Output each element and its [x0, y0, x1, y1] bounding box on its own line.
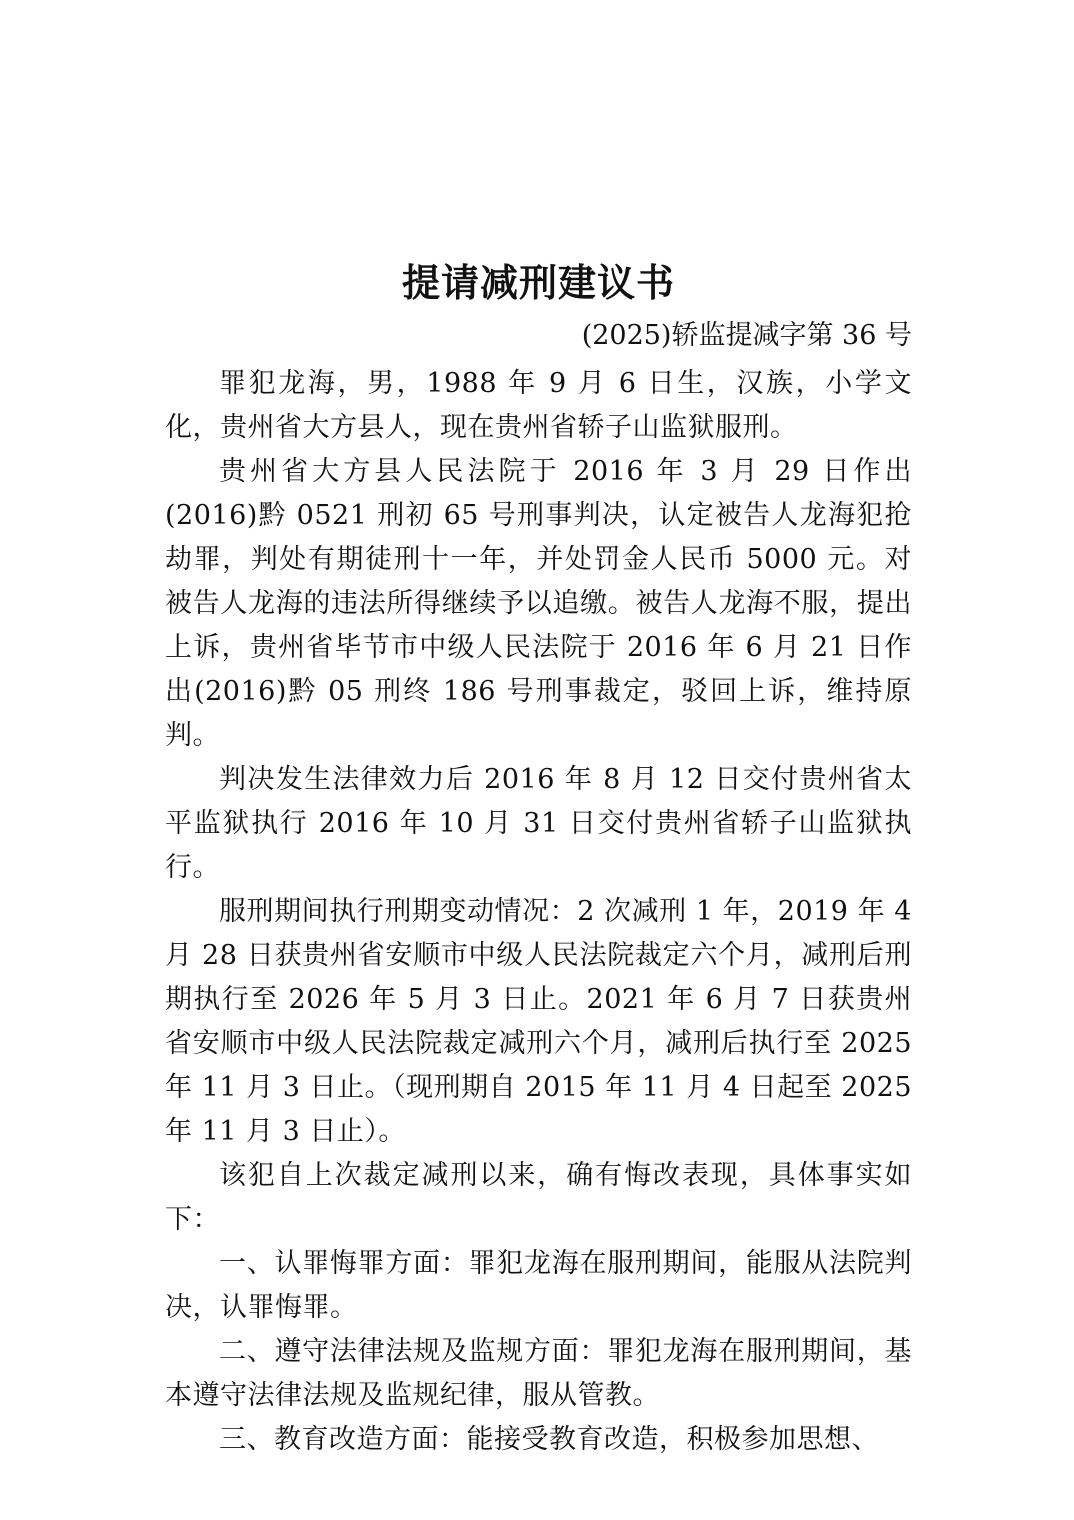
paragraph-compliance: 二、遵守法律法规及监规方面：罪犯龙海在服刑期间，基本遵守法律法规及监规纪律，服从管教。	[165, 1336, 912, 1411]
paragraph-sentence-changes: 服刑期间执行刑期变动情况：2 次减刑 1 年，2019 年 4 月 28 日获贵州省安顺市中级人民法院裁定六个月，减刑后刑期执行至 2026 年 5 月 3 日止。2021 年 6 月 7 日获贵州省安顺市中级人民法院裁定减刑六个月，减刑后执行至 2025 年 11 月 3 日止。（现刑期自 2015 年 11 月 4 日起至 2025 年 11 月 3 日止）。	[165, 896, 912, 1147]
document-page	[165, 256, 912, 1462]
paragraph-admission-of-guilt: 一、认罪悔罪方面：罪犯龙海在服刑期间，能服从法院判决，认罪悔罪。	[165, 1248, 912, 1323]
paragraph-judgment: 贵州省大方县人民法院于 2016 年 3 月 29 日作出(2016)黔 0521 刑初 65 号刑事判决，认定被告人龙海犯抢劫罪，判处有期徒刑十一年，并处罚金人民币 5000 元。对被告人龙海的违法所得继续予以追缴。被告人龙海不服，提出上诉，贵州省毕节市中级人民法院于 2016 年 6 月 21 日作出(2016)黔 05 刑终 186 号刑事裁定，驳回上诉，维持原判。	[165, 456, 912, 751]
paragraph-repentance-intro: 该犯自上次裁定减刑以来，确有悔改表现，具体事实如下：	[165, 1160, 912, 1235]
paragraph-offender-info: 罪犯龙海，男，1988 年 9 月 6 日生，汉族，小学文化，贵州省大方县人，现在贵州省轿子山监狱服刑。	[165, 368, 912, 443]
paragraph-education: 三、教育改造方面：能接受教育改造，积极参加思想、	[219, 1424, 879, 1455]
document-number: (2025)轿监提减字第 36 号	[581, 320, 912, 351]
paragraph-execution: 判决发生法律效力后 2016 年 8 月 12 日交付贵州省太平监狱执行 2016 年 10 月 31 日交付贵州省轿子山监狱执行。	[165, 764, 912, 883]
document-title: 提请减刑建议书	[401, 260, 675, 305]
